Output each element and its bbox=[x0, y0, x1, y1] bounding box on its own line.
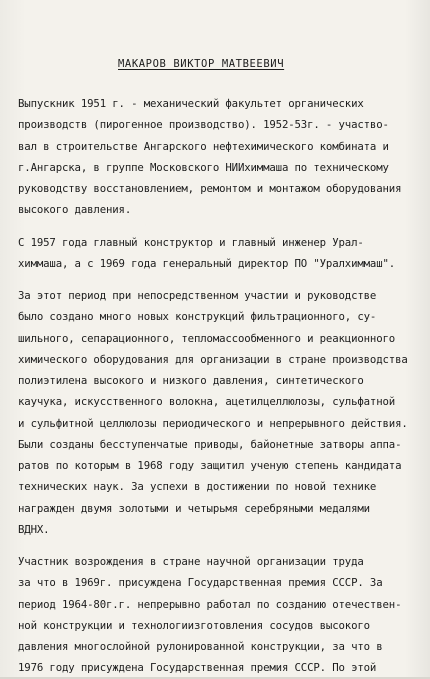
text-line: за что в 1969г. присуждена Государственная премия СССР. За bbox=[18, 576, 383, 590]
text-line: 1976 году присуждена Государственная премия СССР. По этой bbox=[18, 661, 377, 675]
paragraph-graduation bbox=[18, 93, 418, 221]
text-line: и сульфитной целлюлозы периодического и непрерывного действия. bbox=[18, 416, 408, 430]
paragraph-career bbox=[18, 232, 418, 275]
text-line: вал в строительстве Ангарского нефтехимического комбината и bbox=[18, 139, 389, 153]
text-line: было создано много новых конструкций фильтрационного, су- bbox=[18, 310, 377, 324]
text-line: С 1957 года главный конструктор и главный инженер Урал- bbox=[18, 235, 364, 249]
text-line: ВДНХ. bbox=[18, 522, 50, 536]
text-line: полиэтилена высокого и низкого давления, синтетического bbox=[18, 374, 364, 387]
text-line: период 1964-80г.г. непрерывно работал по созданию отечествен- bbox=[18, 597, 402, 611]
document-body bbox=[18, 93, 418, 679]
text-line: Были созданы бесступенчатые приводы, байонетные затворы аппа- bbox=[18, 437, 402, 451]
text-line: ной конструкции и технологиизготовления сосудов высокого bbox=[18, 618, 370, 632]
text-line: давления многослойной рулонированной конструкции, за что в bbox=[18, 640, 383, 653]
text-line: шильного, сепарационного, тепломассообменного и реакционного bbox=[18, 331, 396, 345]
text-line: Выпускник 1951 г. - механический факультет органических bbox=[18, 97, 364, 110]
paragraph-achievements bbox=[18, 285, 418, 540]
text-line: награжден двумя золотыми и четырьмя серебряными медалями bbox=[18, 501, 370, 515]
text-line: производств (пирогенное производство). 1952-53г. - участво- bbox=[18, 118, 389, 132]
text-line: химического оборудования для организации в стране производства bbox=[18, 352, 408, 366]
text-line: технических наук. За успехи в достижении по новой технике bbox=[18, 480, 377, 494]
text-line: Участник возрождения в стране научной организации труда bbox=[18, 555, 364, 568]
paragraph-gap bbox=[18, 540, 418, 551]
text-line: г.Ангарска, в группе Московского НИИхиммаша по техническому bbox=[18, 160, 389, 174]
text-line: ратов по которым в 1968 году защитил ученую степень кандидата bbox=[18, 459, 402, 472]
paragraph-awards bbox=[18, 551, 418, 679]
text-line: За этот период при непосредственном участии и руководстве bbox=[18, 289, 377, 302]
text-line: каучука, искусственного волокна, ацетилцеллюлозы, сульфатной bbox=[18, 395, 396, 409]
text-line: руководству восстановлением, ремонтом и монтажом оборудования bbox=[18, 182, 402, 195]
paragraph-gap bbox=[18, 221, 418, 232]
text-line: химмаша, а с 1969 года генеральный директор ПО "Уралхиммаш". bbox=[18, 256, 396, 270]
text-line: высокого давления. bbox=[18, 203, 132, 217]
paragraph-gap bbox=[18, 274, 418, 285]
document-title: МАКАРОВ ВИКТОР МАТВЕЕВИЧ bbox=[118, 58, 285, 70]
